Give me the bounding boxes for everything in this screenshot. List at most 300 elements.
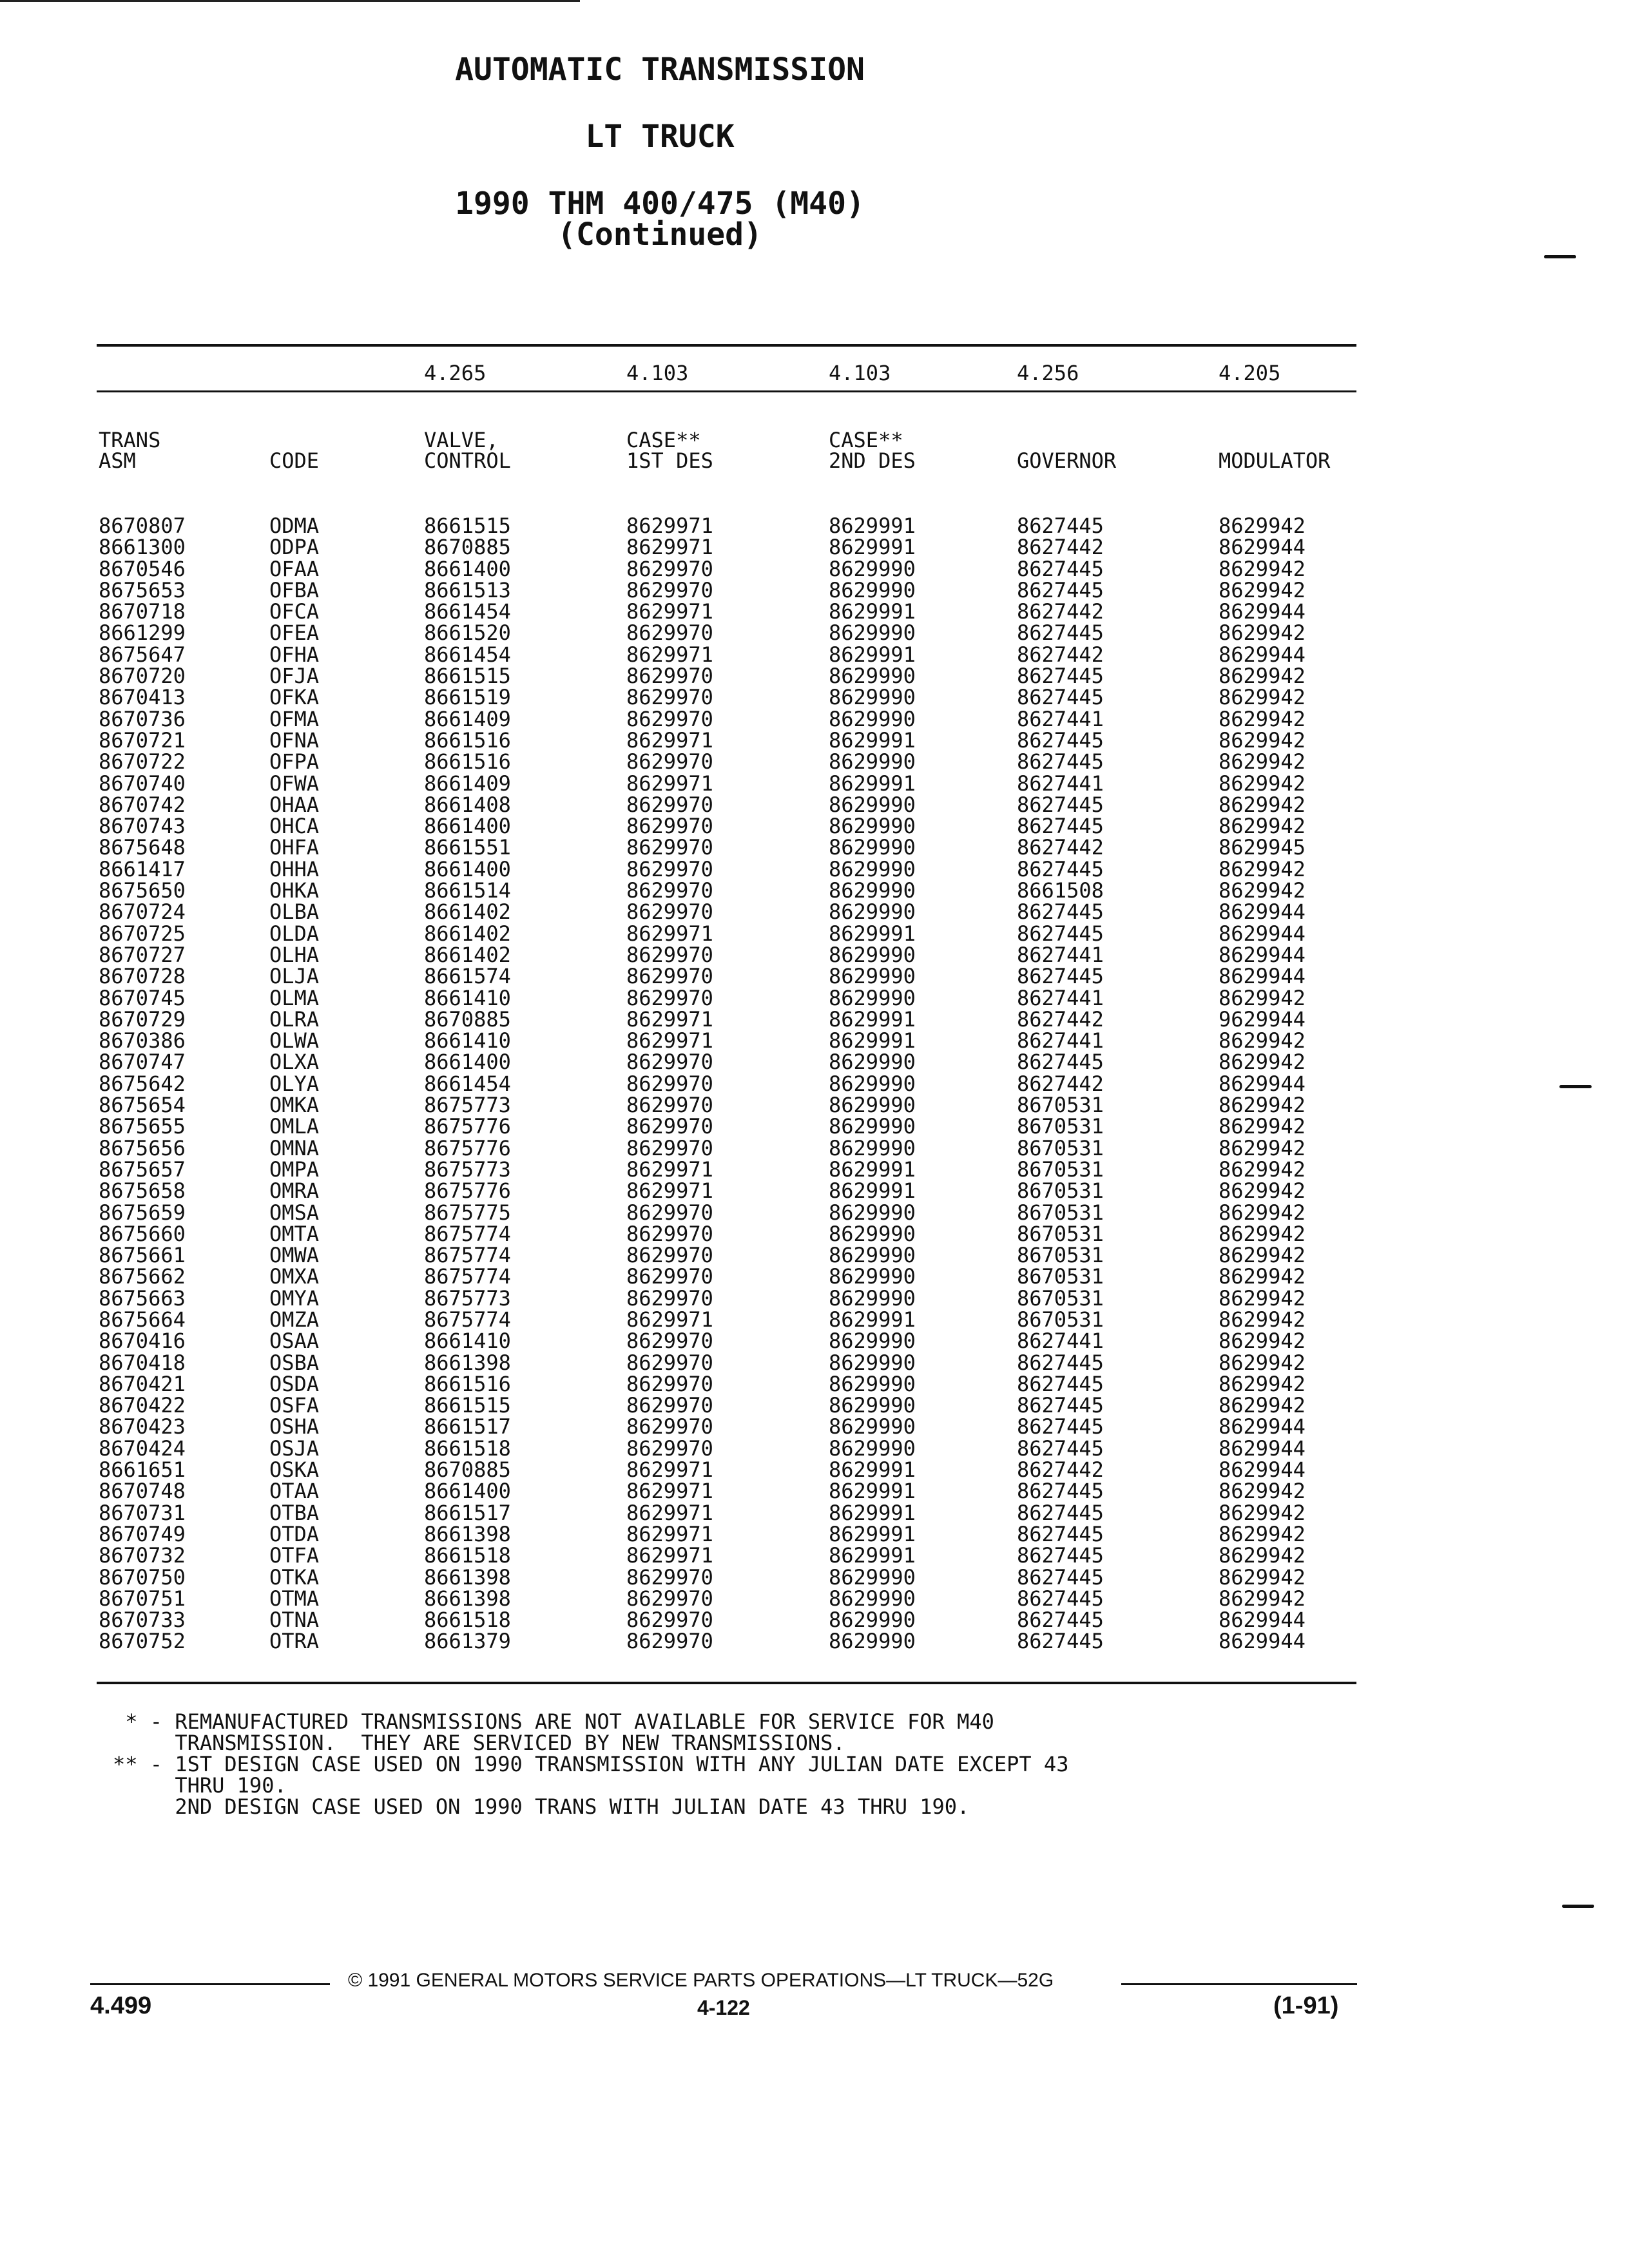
case-2nd-cell: 8629991 [829,1479,916,1504]
case-2nd-cell: 8629991 [829,1457,916,1483]
valve-control-cell: 8661514 [424,878,511,903]
code-cell: OSFA [269,1393,320,1418]
modulator-cell: 8629942 [1219,1200,1306,1225]
valve-control-cell: 8661515 [424,1393,511,1418]
modulator-cell: 8629942 [1219,878,1306,903]
code-cell: OLDA [269,921,320,946]
trans-asm-cell: 8670733 [99,1608,186,1633]
case-1st-cell: 8629970 [626,835,713,860]
modulator-cell: 8629944 [1219,942,1306,967]
table-row [0,537,1629,558]
governor-cell: 8670531 [1017,1178,1104,1204]
valve-control-cell: 8661398 [424,1586,511,1611]
table-row [0,1095,1629,1116]
case-1st-cell: 8629970 [626,1393,713,1418]
table-row [0,1245,1629,1266]
code-cell: OHFA [269,835,320,860]
case-1st-cell: 8629971 [626,1500,713,1525]
governor-cell: 8627441 [1017,985,1104,1010]
code-cell: OLMA [269,985,320,1010]
trans-asm-cell: 8670729 [99,1006,186,1032]
governor-cell: 8627441 [1017,706,1104,731]
case-2nd-cell: 8629990 [829,1629,916,1654]
case-2nd-cell: 8629991 [829,1157,916,1182]
page-model: 1990 THM 400/475 (M40) [455,186,865,222]
code-cell: OFKA [269,685,320,710]
trans-asm-cell: 8670749 [99,1521,186,1546]
modulator-cell: 8629944 [1219,921,1306,946]
valve-control-cell: 8661454 [424,599,511,624]
section-number: 4.499 [90,1992,152,2019]
trans-asm-cell: 8670386 [99,1028,186,1053]
case-1st-cell: 8629970 [626,1264,713,1289]
case-2nd-cell: 8629991 [829,535,916,560]
trans-asm-cell: 8661299 [99,620,186,646]
valve-control-cell: 8661402 [424,921,511,946]
table-row [0,942,1629,967]
case-1st-cell: 8629970 [626,685,713,710]
valve-control-cell: 8661551 [424,835,511,860]
trans-asm-cell: 8670742 [99,792,186,817]
case-1st-cell: 8629970 [626,792,713,817]
table-row [0,622,1629,644]
footnotes [113,1711,1068,1818]
code-cell: OMTA [269,1221,320,1246]
case-1st-cell: 8629971 [626,1178,713,1204]
case-1st-cell: 8629970 [626,1586,713,1611]
code-cell: OFEA [269,620,320,646]
table-row [0,1180,1629,1202]
modulator-cell: 8629942 [1219,706,1306,731]
case-1st-cell: 8629971 [626,727,713,753]
trans-asm-cell: 8675657 [99,1157,186,1182]
case-2nd-cell: 8629990 [829,814,916,839]
case-2nd-cell: 8629990 [829,1200,916,1225]
valve-control-cell: 8661513 [424,577,511,602]
case-1st-cell: 8629970 [626,1436,713,1461]
trans-asm-cell: 8670721 [99,727,186,753]
modulator-cell: 8629942 [1219,1500,1306,1525]
valve-control-cell: 8661454 [424,1071,511,1096]
case-1st-cell: 8629971 [626,1006,713,1032]
code-cell: OFPA [269,749,320,774]
valve-control-cell: 8675773 [424,1093,511,1118]
case-2nd-cell: 8629990 [829,1371,916,1396]
modulator-cell: 8629944 [1219,964,1306,989]
governor-cell: 8627441 [1017,1329,1104,1354]
code-cell: OLHA [269,942,320,967]
case-1st-cell: 8629970 [626,1350,713,1375]
trans-asm-cell: 8670732 [99,1543,186,1568]
case-2nd-cell: 8629990 [829,620,916,646]
valve-control-cell: 8661408 [424,792,511,817]
case-2nd-cell: 8629991 [829,1521,916,1546]
modulator-cell: 8629942 [1219,1543,1306,1568]
table-row [0,1545,1629,1566]
valve-control-cell: 8661517 [424,1500,511,1525]
table-row [0,1202,1629,1224]
valve-control-cell: 8661410 [424,1329,511,1354]
case-2nd-cell: 8629990 [829,856,916,881]
case-1st-cell: 8629970 [626,985,713,1010]
table-row [0,1052,1629,1073]
case-2nd-cell: 8629990 [829,1285,916,1311]
code-cell: OLBA [269,899,320,925]
case-2nd-cell: 8629990 [829,835,916,860]
table-row [0,1416,1629,1437]
trans-asm-cell: 8670731 [99,1500,186,1525]
case-2nd-cell: 8629990 [829,1564,916,1590]
footnote-line: TRANSMISSION. THEY ARE SERVICED BY NEW TRANSMISSIONS. [113,1731,845,1755]
governor-cell: 8670531 [1017,1135,1104,1160]
valve-control-cell: 8661398 [424,1564,511,1590]
col-asm: ASM [99,448,136,473]
table-row [0,687,1629,708]
table-row [0,1521,1629,1546]
table-row [0,706,1629,731]
trans-asm-cell: 8670736 [99,706,186,731]
table-row [0,1159,1629,1180]
case-2nd-cell: 8629991 [829,771,916,796]
governor-cell: 8627445 [1017,1350,1104,1375]
case-1st-cell: 8629971 [626,1543,713,1568]
table-row [0,773,1629,794]
table-row [0,1006,1629,1032]
case-2nd-cell: 8629991 [829,1028,916,1053]
modulator-cell: 8629944 [1219,599,1306,624]
case-1st-cell: 8629970 [626,577,713,602]
footer-rule-right [1121,1983,1357,1985]
code-cell: OLJA [269,964,320,989]
table-row [0,1564,1629,1590]
trans-asm-cell: 8670422 [99,1393,186,1418]
code-cell: OFCA [269,599,320,624]
valve-control-cell: 8661402 [424,942,511,967]
governor-cell: 8627445 [1017,1436,1104,1461]
table-row [0,1073,1629,1095]
valve-control-cell: 8661519 [424,685,511,710]
trans-asm-cell: 8675659 [99,1200,186,1225]
code-cell: OHHA [269,856,320,881]
valve-control-cell: 8675776 [424,1178,511,1204]
ref-case2: 4.103 [829,361,891,385]
table-row [0,901,1629,923]
governor-cell: 8627445 [1017,1608,1104,1633]
code-cell: OMZA [269,1307,320,1332]
modulator-cell: 8629942 [1219,664,1306,689]
code-cell: OMRA [269,1178,320,1204]
footnote-line: * - REMANUFACTURED TRANSMISSIONS ARE NOT AVAILABLE FOR SERVICE FOR M40 [113,1709,994,1734]
case-1st-cell: 8629970 [626,749,713,774]
modulator-cell: 8629942 [1219,1307,1306,1332]
code-cell: OFHA [269,642,320,667]
governor-cell: 8627445 [1017,1521,1104,1546]
governor-cell: 8627442 [1017,642,1104,667]
case-2nd-cell: 8629990 [829,1264,916,1289]
governor-cell: 8627445 [1017,1564,1104,1590]
case-2nd-cell: 8629990 [829,1135,916,1160]
modulator-cell: 8629942 [1219,1521,1306,1546]
modulator-cell: 8629944 [1219,1414,1306,1439]
governor-cell: 8627445 [1017,685,1104,710]
case-1st-cell: 8629970 [626,1071,713,1096]
page-title: AUTOMATIC TRANSMISSION [455,52,865,88]
code-cell: OFWA [269,771,320,796]
trans-asm-cell: 8675655 [99,1114,186,1139]
valve-control-cell: 8661400 [424,556,511,581]
case-2nd-cell: 8629990 [829,942,916,967]
code-cell: OSHA [269,1414,320,1439]
case-2nd-cell: 8629991 [829,727,916,753]
table-row [0,556,1629,581]
governor-cell: 8627445 [1017,577,1104,602]
governor-cell: 8627445 [1017,1543,1104,1568]
table-row [0,816,1629,837]
table-row [0,1266,1629,1287]
code-cell: OTDA [269,1521,320,1546]
modulator-cell: 8629942 [1219,1028,1306,1053]
trans-asm-cell: 8670418 [99,1350,186,1375]
valve-control-cell: 8661518 [424,1543,511,1568]
col-control: CONTROL [424,448,511,473]
modulator-cell: 8629944 [1219,642,1306,667]
case-2nd-cell: 8629990 [829,899,916,925]
code-cell: OTKA [269,1564,320,1590]
case-1st-cell: 8629970 [626,1050,713,1075]
case-1st-cell: 8629970 [626,664,713,689]
revision-date: (1-91) [1273,1992,1339,2019]
valve-control-cell: 8661400 [424,814,511,839]
governor-cell: 8627445 [1017,727,1104,753]
trans-asm-cell: 8670750 [99,1564,186,1590]
valve-control-cell: 8661520 [424,620,511,646]
valve-control-cell: 8661379 [424,1629,511,1654]
table-row [0,1221,1629,1246]
valve-control-cell: 8661516 [424,1371,511,1396]
case-2nd-cell: 8629990 [829,878,916,903]
modulator-cell: 8629942 [1219,749,1306,774]
governor-cell: 8627441 [1017,771,1104,796]
trans-asm-cell: 8675642 [99,1071,186,1096]
trans-asm-cell: 8670745 [99,985,186,1010]
trans-asm-cell: 8675656 [99,1135,186,1160]
valve-control-cell: 8661516 [424,727,511,753]
modulator-cell: 8629942 [1219,1178,1306,1204]
modulator-cell: 8629942 [1219,1329,1306,1354]
case-1st-cell: 8629970 [626,964,713,989]
governor-cell: 8627445 [1017,792,1104,817]
modulator-cell: 8629942 [1219,1564,1306,1590]
code-cell: OSKA [269,1457,320,1483]
ref-governor: 4.256 [1017,361,1079,385]
case-1st-cell: 8629971 [626,535,713,560]
case-1st-cell: 8629970 [626,856,713,881]
governor-cell: 8627445 [1017,1629,1104,1654]
governor-cell: 8661508 [1017,878,1104,903]
modulator-cell: 8629942 [1219,1479,1306,1504]
governor-cell: 8627445 [1017,1393,1104,1418]
table-row [0,1395,1629,1416]
modulator-cell: 8629944 [1219,1071,1306,1096]
trans-asm-cell: 8675648 [99,835,186,860]
code-cell: OFMA [269,706,320,731]
code-cell: OSDA [269,1371,320,1396]
governor-cell: 8627445 [1017,1371,1104,1396]
case-1st-cell: 8629971 [626,1307,713,1332]
governor-cell: 8627445 [1017,1414,1104,1439]
case-1st-cell: 8629970 [626,1114,713,1139]
modulator-cell: 8629942 [1219,727,1306,753]
code-cell: OTBA [269,1500,320,1525]
trans-asm-cell: 8670807 [99,514,186,538]
governor-cell: 8627445 [1017,749,1104,774]
modulator-cell: 8629942 [1219,556,1306,581]
table-row [0,751,1629,773]
reference-row [0,361,1629,387]
modulator-cell: 8629944 [1219,899,1306,925]
table-row [0,794,1629,816]
table-row [0,1481,1629,1502]
modulator-cell: 8629942 [1219,1135,1306,1160]
case-1st-cell: 8629970 [626,1329,713,1354]
valve-control-cell: 8675776 [424,1114,511,1139]
code-cell: OTFA [269,1543,320,1568]
case-2nd-cell: 8629990 [829,706,916,731]
governor-cell: 8627445 [1017,1050,1104,1075]
valve-control-cell: 8670885 [424,1457,511,1483]
trans-asm-cell: 8675647 [99,642,186,667]
code-cell: OFNA [269,727,320,753]
valve-control-cell: 8675773 [424,1157,511,1182]
valve-control-cell: 8675775 [424,1200,511,1225]
case-2nd-cell: 8629990 [829,749,916,774]
governor-cell: 8627445 [1017,856,1104,881]
table-row [0,1631,1629,1652]
modulator-cell: 8629942 [1219,792,1306,817]
case-2nd-cell: 8629991 [829,514,916,538]
table-row [0,837,1629,858]
case-1st-cell: 8629971 [626,514,713,538]
table-row [0,727,1629,753]
governor-cell: 8627445 [1017,814,1104,839]
governor-cell: 8670531 [1017,1114,1104,1139]
case-2nd-cell: 8629990 [829,1436,916,1461]
table-row [0,1438,1629,1459]
code-cell: OTRA [269,1629,320,1654]
governor-cell: 8627445 [1017,964,1104,989]
trans-asm-cell: 8675661 [99,1243,186,1268]
code-cell: OLWA [269,1028,320,1053]
valve-control-cell: 8661400 [424,856,511,881]
case-1st-cell: 8629970 [626,1629,713,1654]
trans-asm-cell: 8670740 [99,771,186,796]
code-cell: OMNA [269,1135,320,1160]
code-cell: OLYA [269,1071,320,1096]
trans-asm-cell: 8670725 [99,921,186,946]
case-2nd-cell: 8629990 [829,577,916,602]
case-2nd-cell: 8629991 [829,642,916,667]
code-cell: OLXA [269,1050,320,1075]
governor-cell: 8627442 [1017,535,1104,560]
governor-cell: 8627445 [1017,664,1104,689]
table-row [0,1610,1629,1631]
trans-asm-cell: 8670413 [99,685,186,710]
table-row [0,1285,1629,1311]
table-row [0,1588,1629,1610]
case-2nd-cell: 8629990 [829,685,916,710]
modulator-cell: 8629942 [1219,1393,1306,1418]
col-valve: VALVE, [424,428,499,452]
governor-cell: 8670531 [1017,1093,1104,1118]
code-cell: OSJA [269,1436,320,1461]
table-row [0,880,1629,901]
valve-control-cell: 8661409 [424,706,511,731]
ref-modulator: 4.205 [1219,361,1281,385]
valve-control-cell: 8661400 [424,1479,511,1504]
modulator-cell: 8629942 [1219,577,1306,602]
trans-asm-cell: 8670416 [99,1329,186,1354]
valve-control-cell: 8675774 [424,1221,511,1246]
table-row [0,601,1629,622]
modulator-cell: 8629942 [1219,814,1306,839]
code-cell: ODPA [269,535,320,560]
table-row [0,644,1629,666]
ref-valve: 4.265 [424,361,487,385]
code-cell: OHCA [269,814,320,839]
modulator-cell: 8629944 [1219,1629,1306,1654]
margin-mark [1559,1085,1592,1088]
trans-asm-cell: 8670724 [99,899,186,925]
table-row [0,923,1629,945]
case-1st-cell: 8629970 [626,620,713,646]
col-2nd-des: 2ND DES [829,448,916,473]
trans-asm-cell: 8670722 [99,749,186,774]
governor-cell: 8627445 [1017,1479,1104,1504]
case-2nd-cell: 8629990 [829,1050,916,1075]
case-1st-cell: 8629970 [626,1371,713,1396]
table-row [0,1135,1629,1160]
table-row [0,1309,1629,1331]
trans-asm-cell: 8675662 [99,1264,186,1289]
modulator-cell: 8629942 [1219,514,1306,538]
case-2nd-cell: 8629991 [829,1178,916,1204]
valve-control-cell: 8675774 [424,1307,511,1332]
case-1st-cell: 8629970 [626,1285,713,1311]
footnote-line: ** - 1ST DESIGN CASE USED ON 1990 TRANSMISSION WITH ANY JULIAN DATE EXCEPT 43 [113,1752,1069,1776]
trans-asm-cell: 8670751 [99,1586,186,1611]
valve-control-cell: 8661398 [424,1350,511,1375]
governor-cell: 8627445 [1017,620,1104,646]
table-row [0,1030,1629,1052]
code-cell: OFBA [269,577,320,602]
col-case2: CASE** [829,428,903,452]
table-row [0,1331,1629,1352]
table-row [0,1459,1629,1481]
code-cell: OMWA [269,1243,320,1268]
trans-asm-cell: 8670424 [99,1436,186,1461]
governor-cell: 8670531 [1017,1243,1104,1268]
code-cell: OHAA [269,792,320,817]
code-cell: OMKA [269,1093,320,1118]
case-1st-cell: 8629970 [626,878,713,903]
modulator-cell: 8629942 [1219,1114,1306,1139]
valve-control-cell: 8661454 [424,642,511,667]
governor-cell: 8627441 [1017,1028,1104,1053]
case-2nd-cell: 8629990 [829,1221,916,1246]
modulator-cell: 8629942 [1219,1371,1306,1396]
valve-control-cell: 8661402 [424,899,511,925]
modulator-cell: 8629942 [1219,1350,1306,1375]
